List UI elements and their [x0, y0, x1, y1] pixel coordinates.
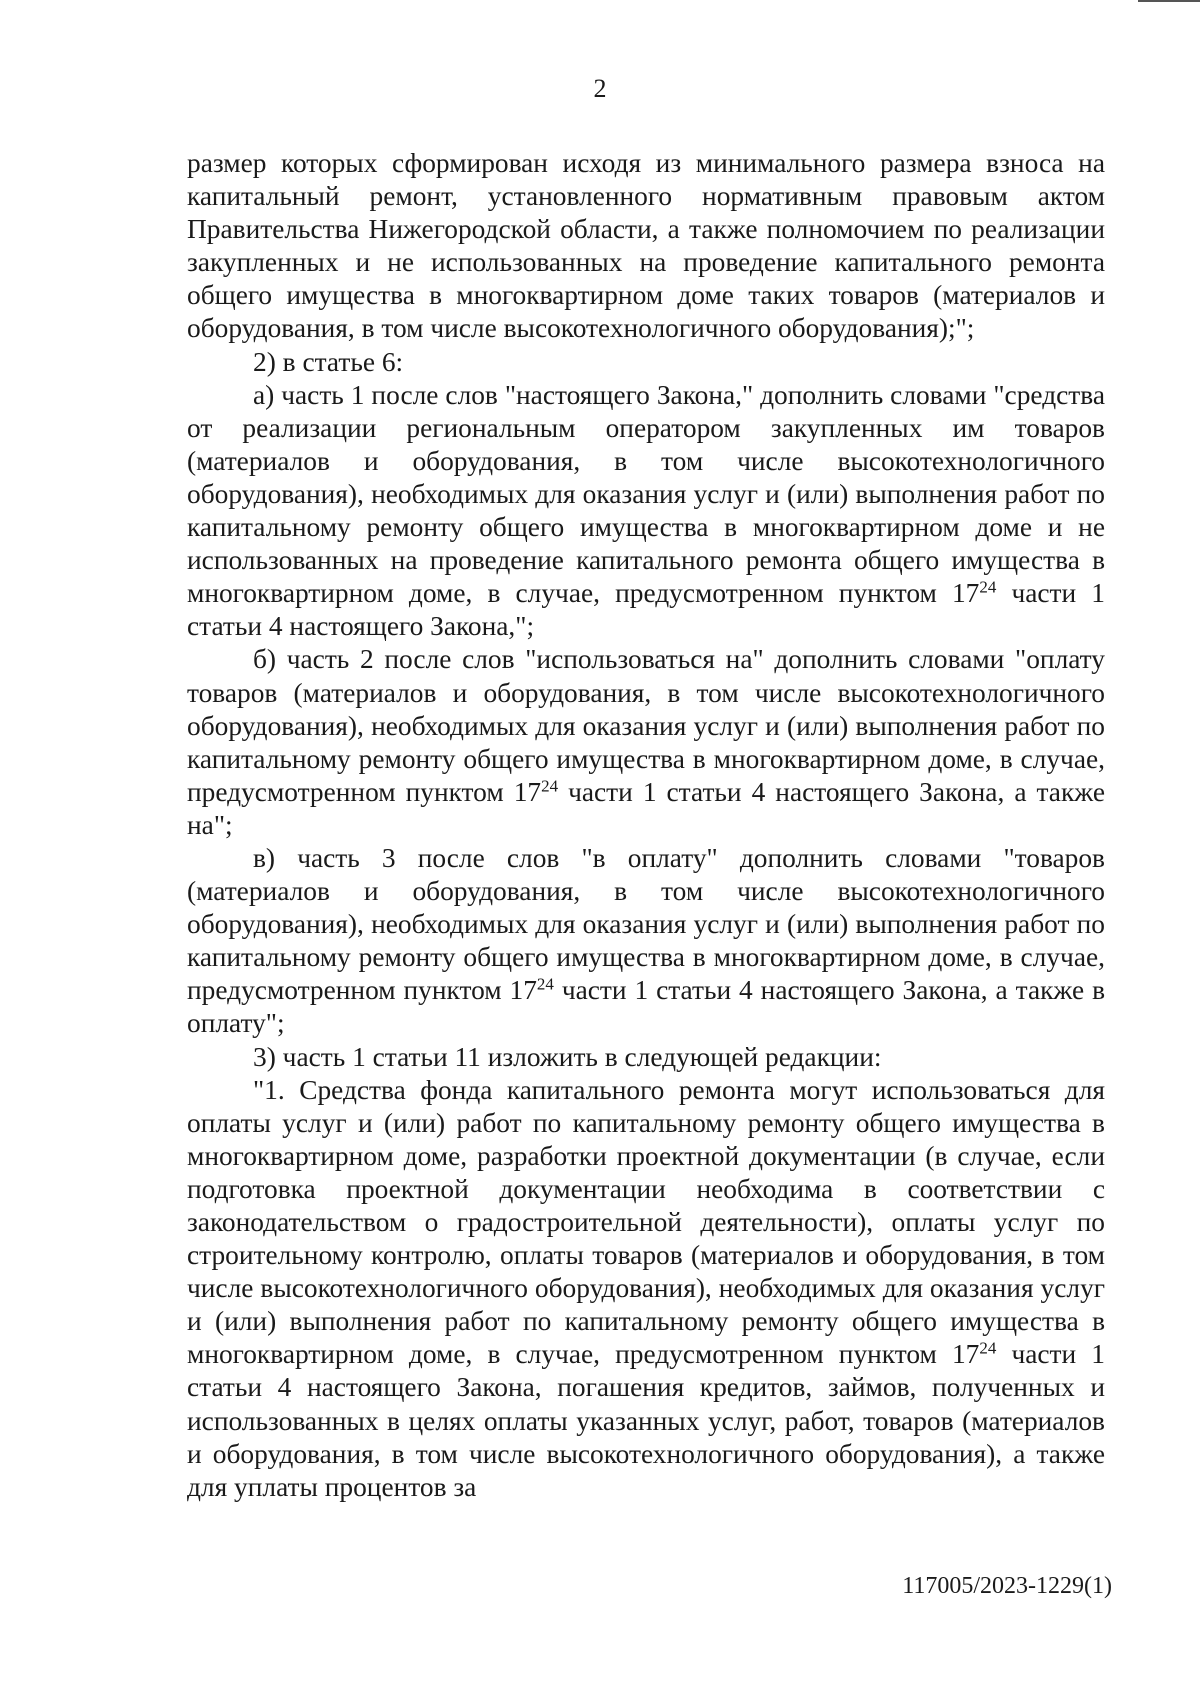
paragraph-text: части 1 статьи 4 настоящего Закона,"; [187, 578, 1105, 642]
paragraph-p7 [187, 1074, 1105, 1504]
paragraph-p3 [187, 379, 1105, 644]
paragraph-text: части 1 статьи 4 настоящего Закона, погашения кредитов, займов, полученных и использованных в целях оплаты указанных услуг, работ, товаров (материалов и оборудования, в том числе высокотехнологичного оборудования), а также для уплаты процентов за [187, 1339, 1105, 1502]
document-registration-code: 117005/2023-1229(1) [902, 1573, 1112, 1599]
superscript-number: 24 [979, 1339, 997, 1359]
scan-edge-mark [1138, 0, 1200, 2]
paragraph-p2 [187, 346, 1105, 379]
paragraph-text: а) часть 1 после слов "настоящего Закона," дополнить словами "средства от реализации региональным оператором закупленных им товаров (материалов и оборудования, в том числе высокотехнологичного оборудования), необходимых для оказания услуг и (или) выполнения работ по капитальному ремонту общего имущества в многоквартирном доме и не использованных на проведение капитального ремонта общего имущества в многоквартирном доме, в случае, предусмотренном пунктом 17 [187, 379, 1105, 609]
paragraph-p5 [187, 842, 1105, 1041]
superscript-number: 24 [536, 975, 554, 995]
paragraph-p6 [187, 1041, 1105, 1074]
paragraph-p4 [187, 643, 1105, 842]
paragraph-text: размер которых сформирован исходя из минимального размера взноса на капитальный ремонт, установленного нормативным правовым актом Правительства Нижегородской области, а также полномочием по реализации закупленных и не использованных на проведение капитального ремонта общего имущества в многоквартирном доме таких товаров (материалов и оборудования, в том числе высокотехнологичного оборудования);"; [187, 148, 1105, 344]
page-number: 2 [593, 74, 607, 103]
paragraph-text: 2) в статье 6: [253, 346, 404, 377]
superscript-number: 24 [979, 577, 997, 597]
paragraph-text: части 1 статьи 4 настоящего Закона, а также на"; [187, 776, 1105, 840]
document-body [187, 147, 1105, 1504]
paragraph-text: "1. Средства фонда капитального ремонта могут использоваться для оплаты услуг и (или) работ по капитальному ремонту общего имущества в многоквартирном доме, разработки проектной документации (в случае, если подготовка проектной документации необходима в соответствии с законодательством о градостроительной деятельности), оплаты услуг по строительному контролю, оплаты товаров (материалов и оборудования, в том числе высокотехнологичного оборудования), необходимых для оказания услуг и (или) выполнения работ по капитальному ремонту общего имущества в многоквартирном доме, в случае, предусмотренном пунктом 17 [187, 1074, 1105, 1370]
paragraph-text: части 1 статьи 4 настоящего Закона, а также в оплату"; [187, 975, 1105, 1039]
paragraph-text: в) часть 3 после слов "в оплату" дополнить словами "товаров (материалов и оборудования, в том числе высокотехнологичного оборудования), необходимых для оказания услуг и (или) выполнения работ по капитальному ремонту общего имущества в многоквартирном доме, в случае, предусмотренном пунктом 17 [187, 842, 1105, 1006]
superscript-number: 24 [541, 776, 559, 796]
paragraph-p1 [187, 147, 1105, 346]
paragraph-text: 3) часть 1 статьи 11 изложить в следующей редакции: [253, 1041, 882, 1072]
paragraph-text: б) часть 2 после слов "использоваться на" дополнить словами "оплату товаров (материалов и оборудования, в том числе высокотехнологичного оборудования), необходимых для оказания услуг и (или) выполнения работ по капитальному ремонту общего имущества в многоквартирном доме, в случае, предусмотренном пунктом 17 [187, 644, 1105, 807]
